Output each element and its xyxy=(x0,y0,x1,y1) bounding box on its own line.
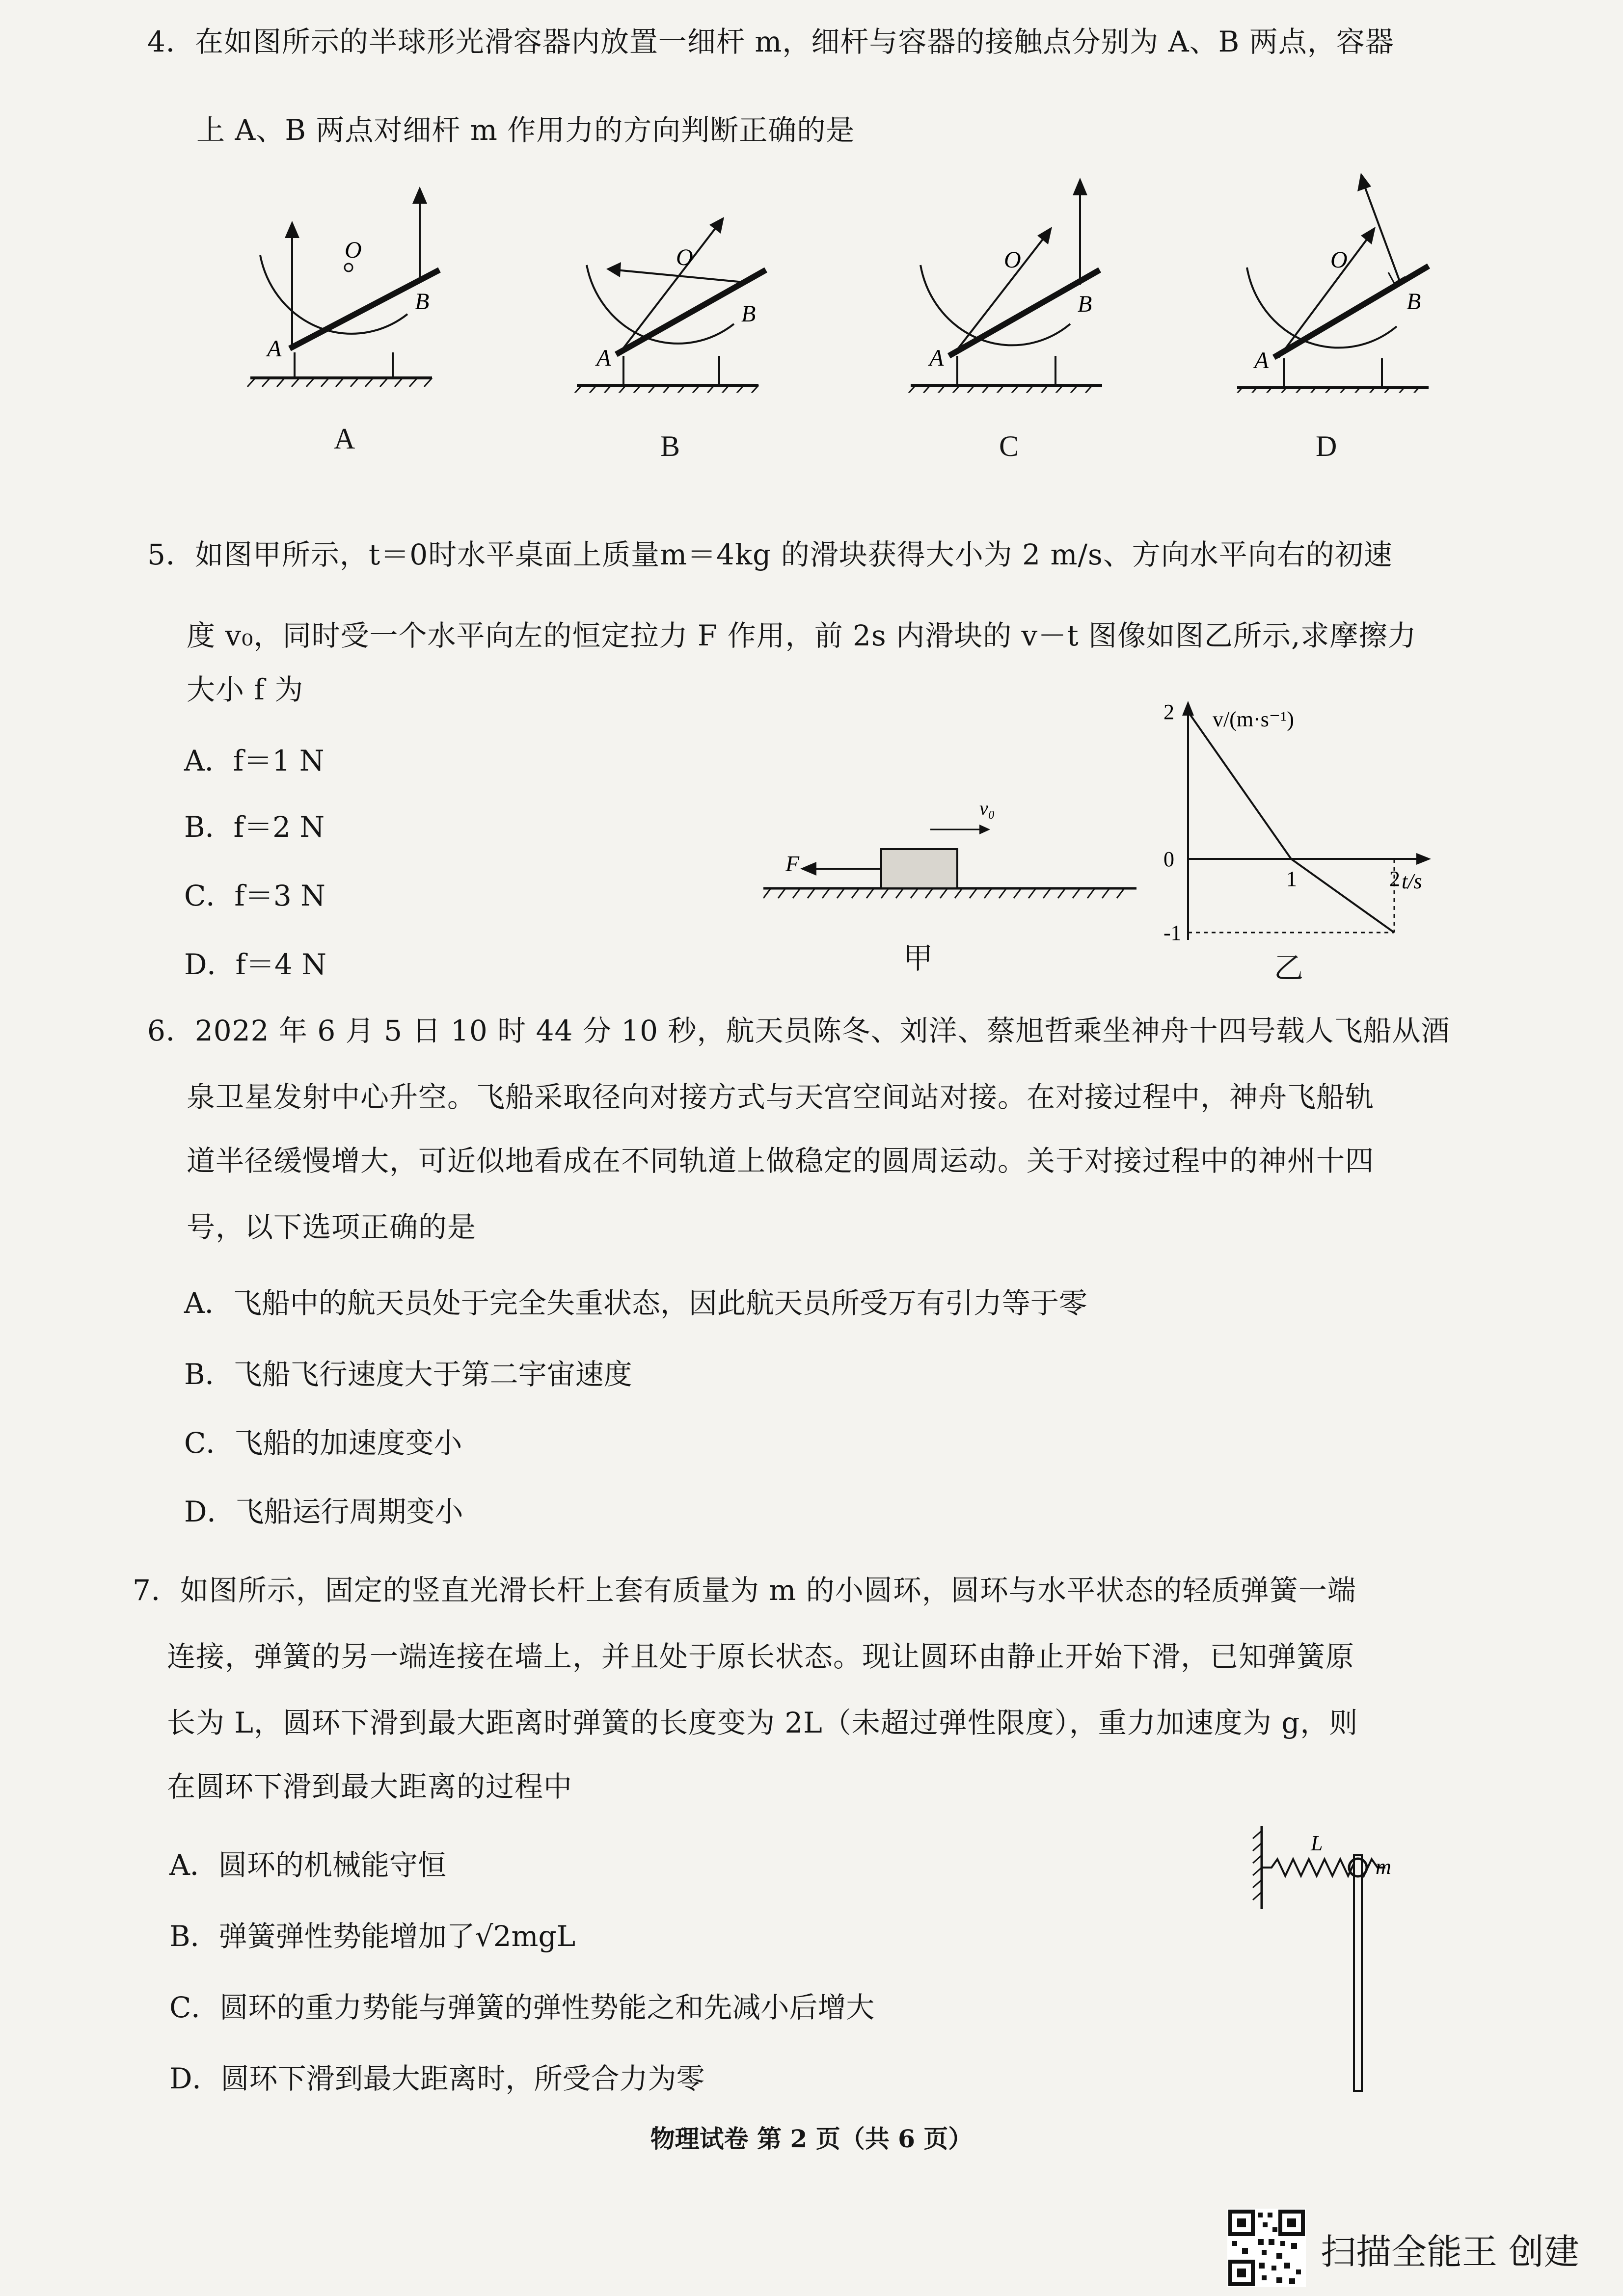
q7-stem-line2: 连接，弹簧的另一端连接在墙上，并且处于原长状态。现让圆环由静止开始下滑，已知弹簧原 xyxy=(167,1640,1355,1673)
q6-option-d: D．飞船运行周期变小 xyxy=(184,1495,463,1528)
page-footer: 物理试卷 第 2 页（共 6 页） xyxy=(650,2124,973,2153)
label-b: B xyxy=(1078,291,1092,317)
q6-stem-line1: 6．2022 年 6 月 5 日 10 时 44 分 10 秒，航天员陈冬、刘洋、蔡旭哲乘坐神舟十四号载人飞船从酒 xyxy=(147,1014,1450,1047)
q5-figure-jia xyxy=(763,775,1146,918)
q7-option-c: C．圆环的重力势能与弹簧的弹性势能之和先减小后增大 xyxy=(169,1991,875,2024)
y-tick-label: 0 xyxy=(1163,847,1174,871)
q4-caption-c: C xyxy=(999,430,1019,462)
label-o: O xyxy=(1004,247,1021,273)
q4-figure-b xyxy=(572,177,768,393)
q6-stem-line2: 泉卫星发射中心升空。飞船采取径向对接方式与天宫空间站对接。在对接过程中，神舟飞船轨 xyxy=(187,1080,1375,1114)
vertical-rod xyxy=(1354,1855,1362,2091)
vt-line-segment xyxy=(1188,712,1291,859)
label-a: A xyxy=(267,336,282,362)
q5-caption-jia: 甲 xyxy=(903,941,933,976)
q4-stem-line2: 上 A、B 两点对细杆 m 作用力的方向判断正确的是 xyxy=(196,113,855,147)
q7-stem-line1: 7．如图所示，固定的竖直光滑长杆上套有质量为 m 的小圆环，圆环与水平状态的轻质弹簧一端 xyxy=(133,1574,1356,1607)
label-b: B xyxy=(741,301,756,327)
q5-option-b: B．f＝2 N xyxy=(184,810,325,844)
y-axis-label: v/(m·s⁻¹) xyxy=(1213,707,1294,731)
q6-option-b: B．飞船飞行速度大于第二宇宙速度 xyxy=(184,1358,632,1391)
q5-stem-line3: 大小 f 为 xyxy=(187,673,304,706)
label-a: A xyxy=(596,345,611,371)
q4-caption-b: B xyxy=(660,430,680,462)
y-tick-label: 2 xyxy=(1163,700,1174,724)
label-o: O xyxy=(1330,247,1348,273)
velocity-label: v₀ xyxy=(979,797,995,819)
x-tick-label: 1 xyxy=(1286,867,1297,891)
x-axis-label: t/s xyxy=(1402,869,1422,893)
q4-figure-d xyxy=(1232,162,1438,393)
ring-mass-label: m xyxy=(1376,1855,1391,1879)
q6-stem-line3: 道半径缓慢增大，可近似地看成在不同轨道上做稳定的圆周运动。关于对接过程中的神州十四 xyxy=(187,1144,1375,1177)
q6-option-c: C．飞船的加速度变小 xyxy=(184,1426,462,1460)
q4-caption-d: D xyxy=(1316,430,1337,462)
label-a: A xyxy=(929,345,944,371)
q7-stem-line4: 在圆环下滑到最大距离的过程中 xyxy=(167,1770,573,1803)
x-axis-arrow xyxy=(1416,853,1431,865)
y-axis-arrow xyxy=(1182,701,1194,716)
q5-caption-yi: 乙 xyxy=(1274,951,1303,986)
spring-length-label: L xyxy=(1311,1831,1323,1855)
q4-figure-c xyxy=(906,167,1112,393)
q4-stem-line1: 4．在如图所示的半球形光滑容器内放置一细杆 m，细杆与容器的接触点分别为 A、B 两点，容器 xyxy=(147,25,1394,58)
qr-code-icon xyxy=(1227,2209,1306,2287)
q7-option-b: B．弹簧弹性势能增加了√2mgL xyxy=(169,1920,576,1953)
label-a: A xyxy=(1254,347,1269,374)
q5-vt-graph xyxy=(1144,697,1448,947)
scanner-watermark: 扫描全能王 创建 xyxy=(1321,2231,1579,2272)
y-tick-label: -1 xyxy=(1163,921,1182,945)
q4-caption-a: A xyxy=(334,423,355,455)
q5-stem-line2: 度 v₀，同时受一个水平向左的恒定拉力 F 作用，前 2s 内滑块的 v－t 图像如图乙所示,求摩擦力 xyxy=(187,619,1417,652)
q4-figure-a xyxy=(245,177,442,393)
q7-option-a: A．圆环的机械能守恒 xyxy=(169,1848,446,1882)
force-label: F xyxy=(785,851,800,876)
label-o: O xyxy=(676,244,693,270)
label-o: O xyxy=(345,237,362,263)
label-b: B xyxy=(1407,289,1421,315)
label-b: B xyxy=(415,289,430,315)
q6-stem-line4: 号，以下选项正确的是 xyxy=(187,1210,477,1244)
q5-option-a: A．f＝1 N xyxy=(184,744,325,777)
q5-stem-line1: 5．如图甲所示，t＝0时水平桌面上质量m＝4kg 的滑块获得大小为 2 m/s、方向水平向右的初速 xyxy=(147,538,1393,571)
q6-option-a: A．飞船中的航天员处于完全失重状态，因此航天员所受万有引力等于零 xyxy=(184,1286,1087,1320)
q7-option-d: D．圆环下滑到最大距离时，所受合力为零 xyxy=(169,2062,705,2095)
q7-spring-figure xyxy=(1247,1821,1453,2096)
q5-option-d: D．f＝4 N xyxy=(184,948,327,981)
q5-option-c: C．f＝3 N xyxy=(184,879,325,912)
sliding-block xyxy=(881,849,957,888)
q7-stem-line3: 长为 L，圆环下滑到最大距离时弹簧的长度变为 2L（未超过弹性限度），重力加速度为 g，则 xyxy=(167,1706,1358,1739)
x-tick-label: 2 xyxy=(1389,867,1400,891)
vt-line-segment xyxy=(1291,859,1394,933)
